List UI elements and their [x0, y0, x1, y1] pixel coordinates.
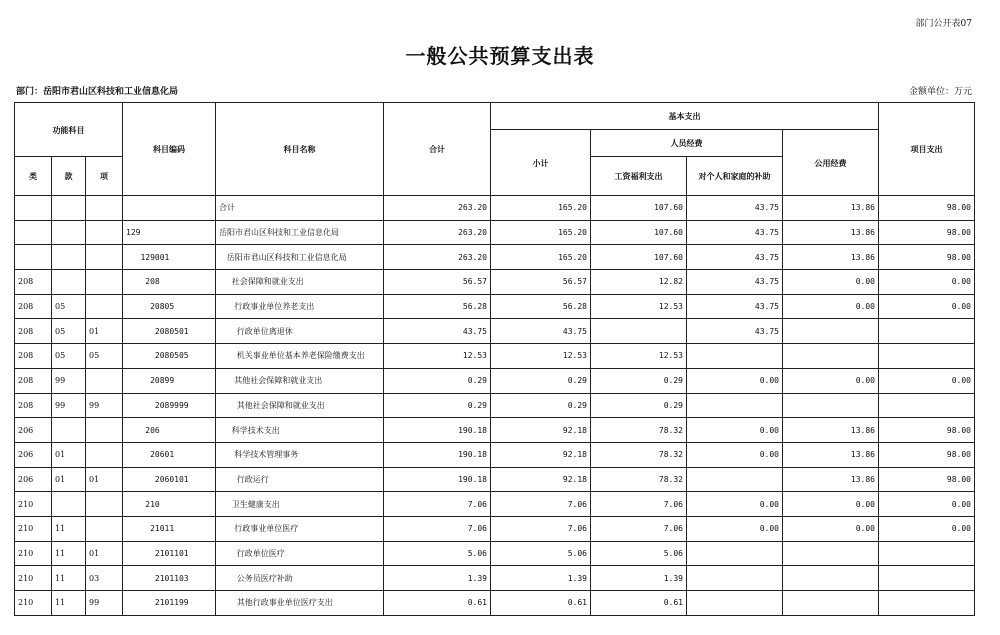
cell-xiang: 01: [86, 467, 123, 492]
cell-salary-welfare: 12.53: [591, 294, 687, 319]
cell-subtotal: 56.57: [491, 270, 591, 295]
cell-subject-name: 其他行政事业单位医疗支出: [216, 591, 384, 616]
cell-kuan: 05: [52, 344, 86, 369]
cell-subtotal: 165.20: [491, 245, 591, 270]
cell-subtotal: 5.06: [491, 541, 591, 566]
cell-subject-name: 其他社会保障和就业支出: [216, 368, 384, 393]
cell-public-expenses: 0.00: [783, 492, 879, 517]
cell-kuan: [52, 220, 86, 245]
cell-lei: 210: [15, 541, 52, 566]
cell-kuan: 11: [52, 591, 86, 616]
cell-kuan: [52, 492, 86, 517]
cell-subtotal: 92.18: [491, 442, 591, 467]
cell-project-expenditure: 98.00: [879, 220, 975, 245]
cell-public-expenses: [783, 566, 879, 591]
cell-xiang: [86, 368, 123, 393]
cell-subtotal: 92.18: [491, 418, 591, 443]
cell-project-expenditure: 98.00: [879, 245, 975, 270]
cell-total: 5.06: [384, 541, 491, 566]
amount-unit-label: 金额单位：万元: [908, 87, 972, 97]
cell-kuan: [52, 418, 86, 443]
cell-subject-code: 129001: [123, 245, 216, 270]
cell-kuan: 11: [52, 566, 86, 591]
cell-family-subsidy: [687, 344, 783, 369]
cell-public-expenses: [783, 393, 879, 418]
cell-public-expenses: 0.00: [783, 294, 879, 319]
cell-total: 263.20: [384, 220, 491, 245]
department-label: 部门：岳阳市君山区科技和工业信息化局: [16, 87, 179, 97]
cell-kuan: [52, 270, 86, 295]
cell-project-expenditure: [879, 566, 975, 591]
cell-subject-code: 2080505: [123, 344, 216, 369]
cell-xiang: [86, 196, 123, 221]
table-row: [15, 467, 975, 492]
cell-kuan: 99: [52, 393, 86, 418]
cell-family-subsidy: 0.00: [687, 418, 783, 443]
cell-subject-name: 行政单位医疗: [216, 541, 384, 566]
cell-total: 7.06: [384, 516, 491, 541]
cell-salary-welfare: 78.32: [591, 418, 687, 443]
header-subject-code: 科目编码: [123, 103, 216, 196]
header-function-subject: 功能科目: [15, 103, 123, 157]
cell-total: 263.20: [384, 196, 491, 221]
table-row: [15, 541, 975, 566]
cell-total: 190.18: [384, 418, 491, 443]
cell-lei: 206: [15, 467, 52, 492]
cell-family-subsidy: 43.75: [687, 294, 783, 319]
cell-xiang: [86, 294, 123, 319]
cell-subject-code: 208: [123, 270, 216, 295]
cell-subject-code: [123, 196, 216, 221]
cell-xiang: 99: [86, 393, 123, 418]
cell-xiang: 01: [86, 319, 123, 344]
cell-salary-welfare: 12.82: [591, 270, 687, 295]
cell-subject-name: 科学技术支出: [216, 418, 384, 443]
cell-family-subsidy: 43.75: [687, 196, 783, 221]
cell-family-subsidy: [687, 591, 783, 616]
cell-subject-name: 其他社会保障和就业支出: [216, 393, 384, 418]
cell-subject-name: 社会保障和就业支出: [216, 270, 384, 295]
table-row: [15, 418, 975, 443]
cell-family-subsidy: 43.75: [687, 319, 783, 344]
cell-lei: 210: [15, 516, 52, 541]
header-subject-name: 科目名称: [216, 103, 384, 196]
cell-family-subsidy: 0.00: [687, 516, 783, 541]
header-personnel-expenses: 人员经费: [591, 130, 783, 157]
cell-salary-welfare: 7.06: [591, 492, 687, 517]
cell-public-expenses: [783, 319, 879, 344]
cell-kuan: [52, 196, 86, 221]
cell-xiang: [86, 492, 123, 517]
cell-xiang: [86, 442, 123, 467]
cell-salary-welfare: 0.29: [591, 368, 687, 393]
cell-project-expenditure: [879, 591, 975, 616]
cell-subject-name: 行政单位离退休: [216, 319, 384, 344]
cell-salary-welfare: 107.60: [591, 245, 687, 270]
cell-salary-welfare: 78.32: [591, 442, 687, 467]
cell-family-subsidy: 43.75: [687, 270, 783, 295]
cell-total: 190.18: [384, 442, 491, 467]
table-row: [15, 196, 975, 221]
cell-project-expenditure: [879, 541, 975, 566]
cell-kuan: [52, 245, 86, 270]
table-row: [15, 393, 975, 418]
cell-public-expenses: 13.86: [783, 442, 879, 467]
cell-lei: 206: [15, 442, 52, 467]
cell-total: 263.20: [384, 245, 491, 270]
cell-lei: [15, 220, 52, 245]
table-row: [15, 270, 975, 295]
table-row: [15, 245, 975, 270]
cell-lei: 208: [15, 270, 52, 295]
cell-lei: 208: [15, 294, 52, 319]
cell-subject-name: 卫生健康支出: [216, 492, 384, 517]
table-row: [15, 368, 975, 393]
cell-salary-welfare: 5.06: [591, 541, 687, 566]
cell-xiang: 05: [86, 344, 123, 369]
cell-lei: 208: [15, 344, 52, 369]
cell-total: 56.57: [384, 270, 491, 295]
cell-xiang: 03: [86, 566, 123, 591]
cell-subject-name: 岳阳市君山区科技和工业信息化局: [216, 245, 384, 270]
expenditure-table: [14, 102, 975, 616]
cell-public-expenses: 13.86: [783, 220, 879, 245]
cell-project-expenditure: 98.00: [879, 196, 975, 221]
cell-subject-code: 206: [123, 418, 216, 443]
header-project-expenditure: 项目支出: [879, 103, 975, 196]
page-title: 一般公共预算支出表: [405, 44, 595, 68]
cell-salary-welfare: 0.61: [591, 591, 687, 616]
cell-subject-name: 机关事业单位基本养老保险缴费支出: [216, 344, 384, 369]
cell-subtotal: 7.06: [491, 516, 591, 541]
cell-project-expenditure: 98.00: [879, 442, 975, 467]
cell-subject-code: 20899: [123, 368, 216, 393]
cell-subject-name: 公务员医疗补助: [216, 566, 384, 591]
cell-lei: 210: [15, 566, 52, 591]
cell-xiang: [86, 418, 123, 443]
cell-family-subsidy: [687, 393, 783, 418]
cell-salary-welfare: 7.06: [591, 516, 687, 541]
cell-kuan: 05: [52, 294, 86, 319]
cell-project-expenditure: 98.00: [879, 467, 975, 492]
header-total: 合计: [384, 103, 491, 196]
cell-subject-code: 20805: [123, 294, 216, 319]
header-subtotal: 小计: [491, 130, 591, 196]
cell-public-expenses: 13.86: [783, 196, 879, 221]
cell-subtotal: 1.39: [491, 566, 591, 591]
cell-public-expenses: [783, 344, 879, 369]
cell-public-expenses: [783, 591, 879, 616]
cell-lei: [15, 245, 52, 270]
cell-subtotal: 165.20: [491, 196, 591, 221]
header-salary-welfare: 工资福利支出: [591, 157, 687, 196]
cell-subject-code: 2089999: [123, 393, 216, 418]
cell-project-expenditure: 98.00: [879, 418, 975, 443]
cell-xiang: 01: [86, 541, 123, 566]
cell-total: 56.28: [384, 294, 491, 319]
cell-public-expenses: 0.00: [783, 368, 879, 393]
cell-subtotal: 7.06: [491, 492, 591, 517]
cell-kuan: 11: [52, 541, 86, 566]
table-row: [15, 516, 975, 541]
cell-family-subsidy: 0.00: [687, 368, 783, 393]
cell-project-expenditure: 0.00: [879, 294, 975, 319]
header-basic-expenditure: 基本支出: [491, 103, 879, 130]
cell-subject-name: 行政事业单位医疗: [216, 516, 384, 541]
cell-lei: 208: [15, 393, 52, 418]
cell-salary-welfare: 1.39: [591, 566, 687, 591]
header-lei: 类: [15, 157, 52, 196]
cell-total: 12.53: [384, 344, 491, 369]
cell-project-expenditure: 0.00: [879, 270, 975, 295]
cell-subject-code: 2060101: [123, 467, 216, 492]
cell-subtotal: 0.61: [491, 591, 591, 616]
cell-project-expenditure: [879, 344, 975, 369]
cell-family-subsidy: 43.75: [687, 245, 783, 270]
cell-family-subsidy: [687, 467, 783, 492]
cell-subject-code: 20601: [123, 442, 216, 467]
cell-lei: [15, 196, 52, 221]
cell-lei: 208: [15, 368, 52, 393]
cell-salary-welfare: 107.60: [591, 196, 687, 221]
cell-subject-name: 岳阳市君山区科技和工业信息化局: [216, 220, 384, 245]
table-row: [15, 319, 975, 344]
cell-lei: 208: [15, 319, 52, 344]
cell-public-expenses: 0.00: [783, 270, 879, 295]
cell-salary-welfare: [591, 319, 687, 344]
cell-subject-name: 行政运行: [216, 467, 384, 492]
cell-family-subsidy: [687, 541, 783, 566]
cell-salary-welfare: 78.32: [591, 467, 687, 492]
cell-public-expenses: 13.86: [783, 418, 879, 443]
cell-family-subsidy: [687, 566, 783, 591]
table-row: [15, 442, 975, 467]
header-xiang: 项: [86, 157, 123, 196]
cell-project-expenditure: 0.00: [879, 516, 975, 541]
cell-family-subsidy: 0.00: [687, 492, 783, 517]
table-number-label: 部门公开表07: [915, 19, 972, 29]
cell-xiang: [86, 245, 123, 270]
cell-project-expenditure: 0.00: [879, 492, 975, 517]
cell-subject-code: 2101103: [123, 566, 216, 591]
cell-subtotal: 92.18: [491, 467, 591, 492]
cell-xiang: [86, 516, 123, 541]
table-row: [15, 566, 975, 591]
cell-subject-code: 2101199: [123, 591, 216, 616]
cell-xiang: 99: [86, 591, 123, 616]
cell-public-expenses: 0.00: [783, 516, 879, 541]
cell-kuan: 01: [52, 467, 86, 492]
cell-public-expenses: 13.86: [783, 245, 879, 270]
cell-kuan: 05: [52, 319, 86, 344]
cell-public-expenses: 13.86: [783, 467, 879, 492]
header-family-subsidy: 对个人和家庭的补助: [687, 157, 783, 196]
cell-subtotal: 165.20: [491, 220, 591, 245]
cell-salary-welfare: 0.29: [591, 393, 687, 418]
cell-total: 1.39: [384, 566, 491, 591]
cell-subject-code: 2080501: [123, 319, 216, 344]
header-public-expenses: 公用经费: [783, 130, 879, 196]
table-row: [15, 220, 975, 245]
cell-total: 0.61: [384, 591, 491, 616]
cell-family-subsidy: 43.75: [687, 220, 783, 245]
cell-subject-code: 210: [123, 492, 216, 517]
cell-salary-welfare: 12.53: [591, 344, 687, 369]
cell-kuan: 99: [52, 368, 86, 393]
cell-subtotal: 0.29: [491, 368, 591, 393]
cell-project-expenditure: [879, 319, 975, 344]
cell-subject-name: 科学技术管理事务: [216, 442, 384, 467]
cell-subtotal: 56.28: [491, 294, 591, 319]
cell-lei: 210: [15, 492, 52, 517]
cell-xiang: [86, 270, 123, 295]
table-row: [15, 344, 975, 369]
cell-subtotal: 43.75: [491, 319, 591, 344]
cell-subject-code: 2101101: [123, 541, 216, 566]
cell-salary-welfare: 107.60: [591, 220, 687, 245]
cell-project-expenditure: 0.00: [879, 368, 975, 393]
table-row: [15, 492, 975, 517]
cell-lei: 210: [15, 591, 52, 616]
cell-total: 190.18: [384, 467, 491, 492]
cell-subject-code: 129: [123, 220, 216, 245]
cell-subject-name: 行政事业单位养老支出: [216, 294, 384, 319]
table-row: [15, 294, 975, 319]
cell-subject-code: 21011: [123, 516, 216, 541]
cell-total: 0.29: [384, 393, 491, 418]
cell-public-expenses: [783, 541, 879, 566]
header-kuan: 款: [52, 157, 86, 196]
cell-total: 7.06: [384, 492, 491, 517]
cell-total: 43.75: [384, 319, 491, 344]
cell-xiang: [86, 220, 123, 245]
cell-kuan: 11: [52, 516, 86, 541]
cell-family-subsidy: 0.00: [687, 442, 783, 467]
table-row: [15, 591, 975, 616]
cell-lei: 206: [15, 418, 52, 443]
cell-kuan: 01: [52, 442, 86, 467]
cell-subtotal: 12.53: [491, 344, 591, 369]
cell-subtotal: 0.29: [491, 393, 591, 418]
cell-subject-name: 合计: [216, 196, 384, 221]
cell-project-expenditure: [879, 393, 975, 418]
cell-total: 0.29: [384, 368, 491, 393]
